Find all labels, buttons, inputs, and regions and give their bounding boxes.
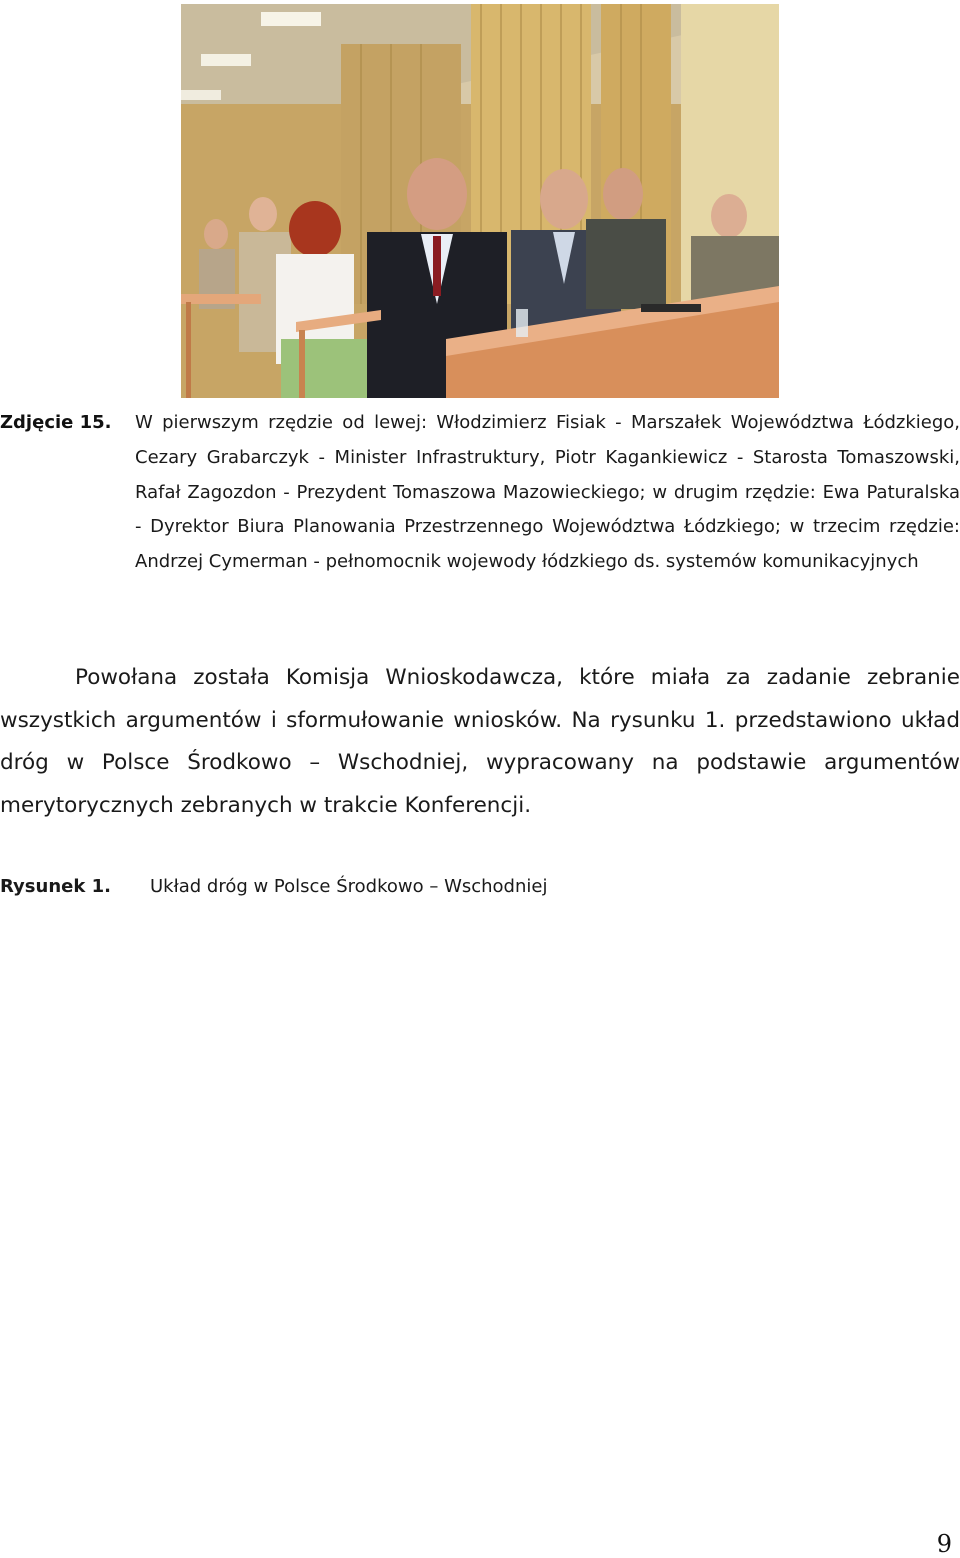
photo-caption-label: Zdjęcie 15. (0, 412, 112, 433)
conference-photo-illustration (181, 4, 779, 398)
photo-caption-text: W pierwszym rzędzie od lewej: Włodzimierz Fisiak - Marszałek Województwa Łódzkiego, Cezary Grabarczyk - Minister Infrastruktury, Piotr Kagankiewicz - Starosta Tomaszowski, Rafał Zagozdon - Prezydent Tomaszowa Mazowieckiego; w drugim rzędzie: Ewa Paturalska - Dyrektor Biura Planowania Przestrzennego Województwa Łódzkiego; w trzecim rzędzie: Andrzej Cymerman - pełnomocnik wojewody łódzkiego ds. systemów komunikacyjnych (135, 412, 960, 573)
conference-photo (181, 4, 779, 398)
figure-caption-title: Układ dróg w Polsce Środkowo – Wschodniej (150, 876, 548, 897)
figure-caption-label: Rysunek 1. (0, 876, 111, 897)
photo-caption (0, 406, 960, 580)
body-paragraph: Powołana została Komisja Wnioskodawcza, które miała za zadanie zebranie wszystkich argumentów i sformułowanie wniosków. Na rysunku 1. przedstawiono układ dróg w Polsce Środkowo – Wschodniej, wypracowany na podstawie argumentów merytorycznych zebranych w trakcie Konferencji. (0, 665, 960, 818)
figure-caption (0, 873, 960, 901)
page-number: 9 (936, 1530, 952, 1558)
